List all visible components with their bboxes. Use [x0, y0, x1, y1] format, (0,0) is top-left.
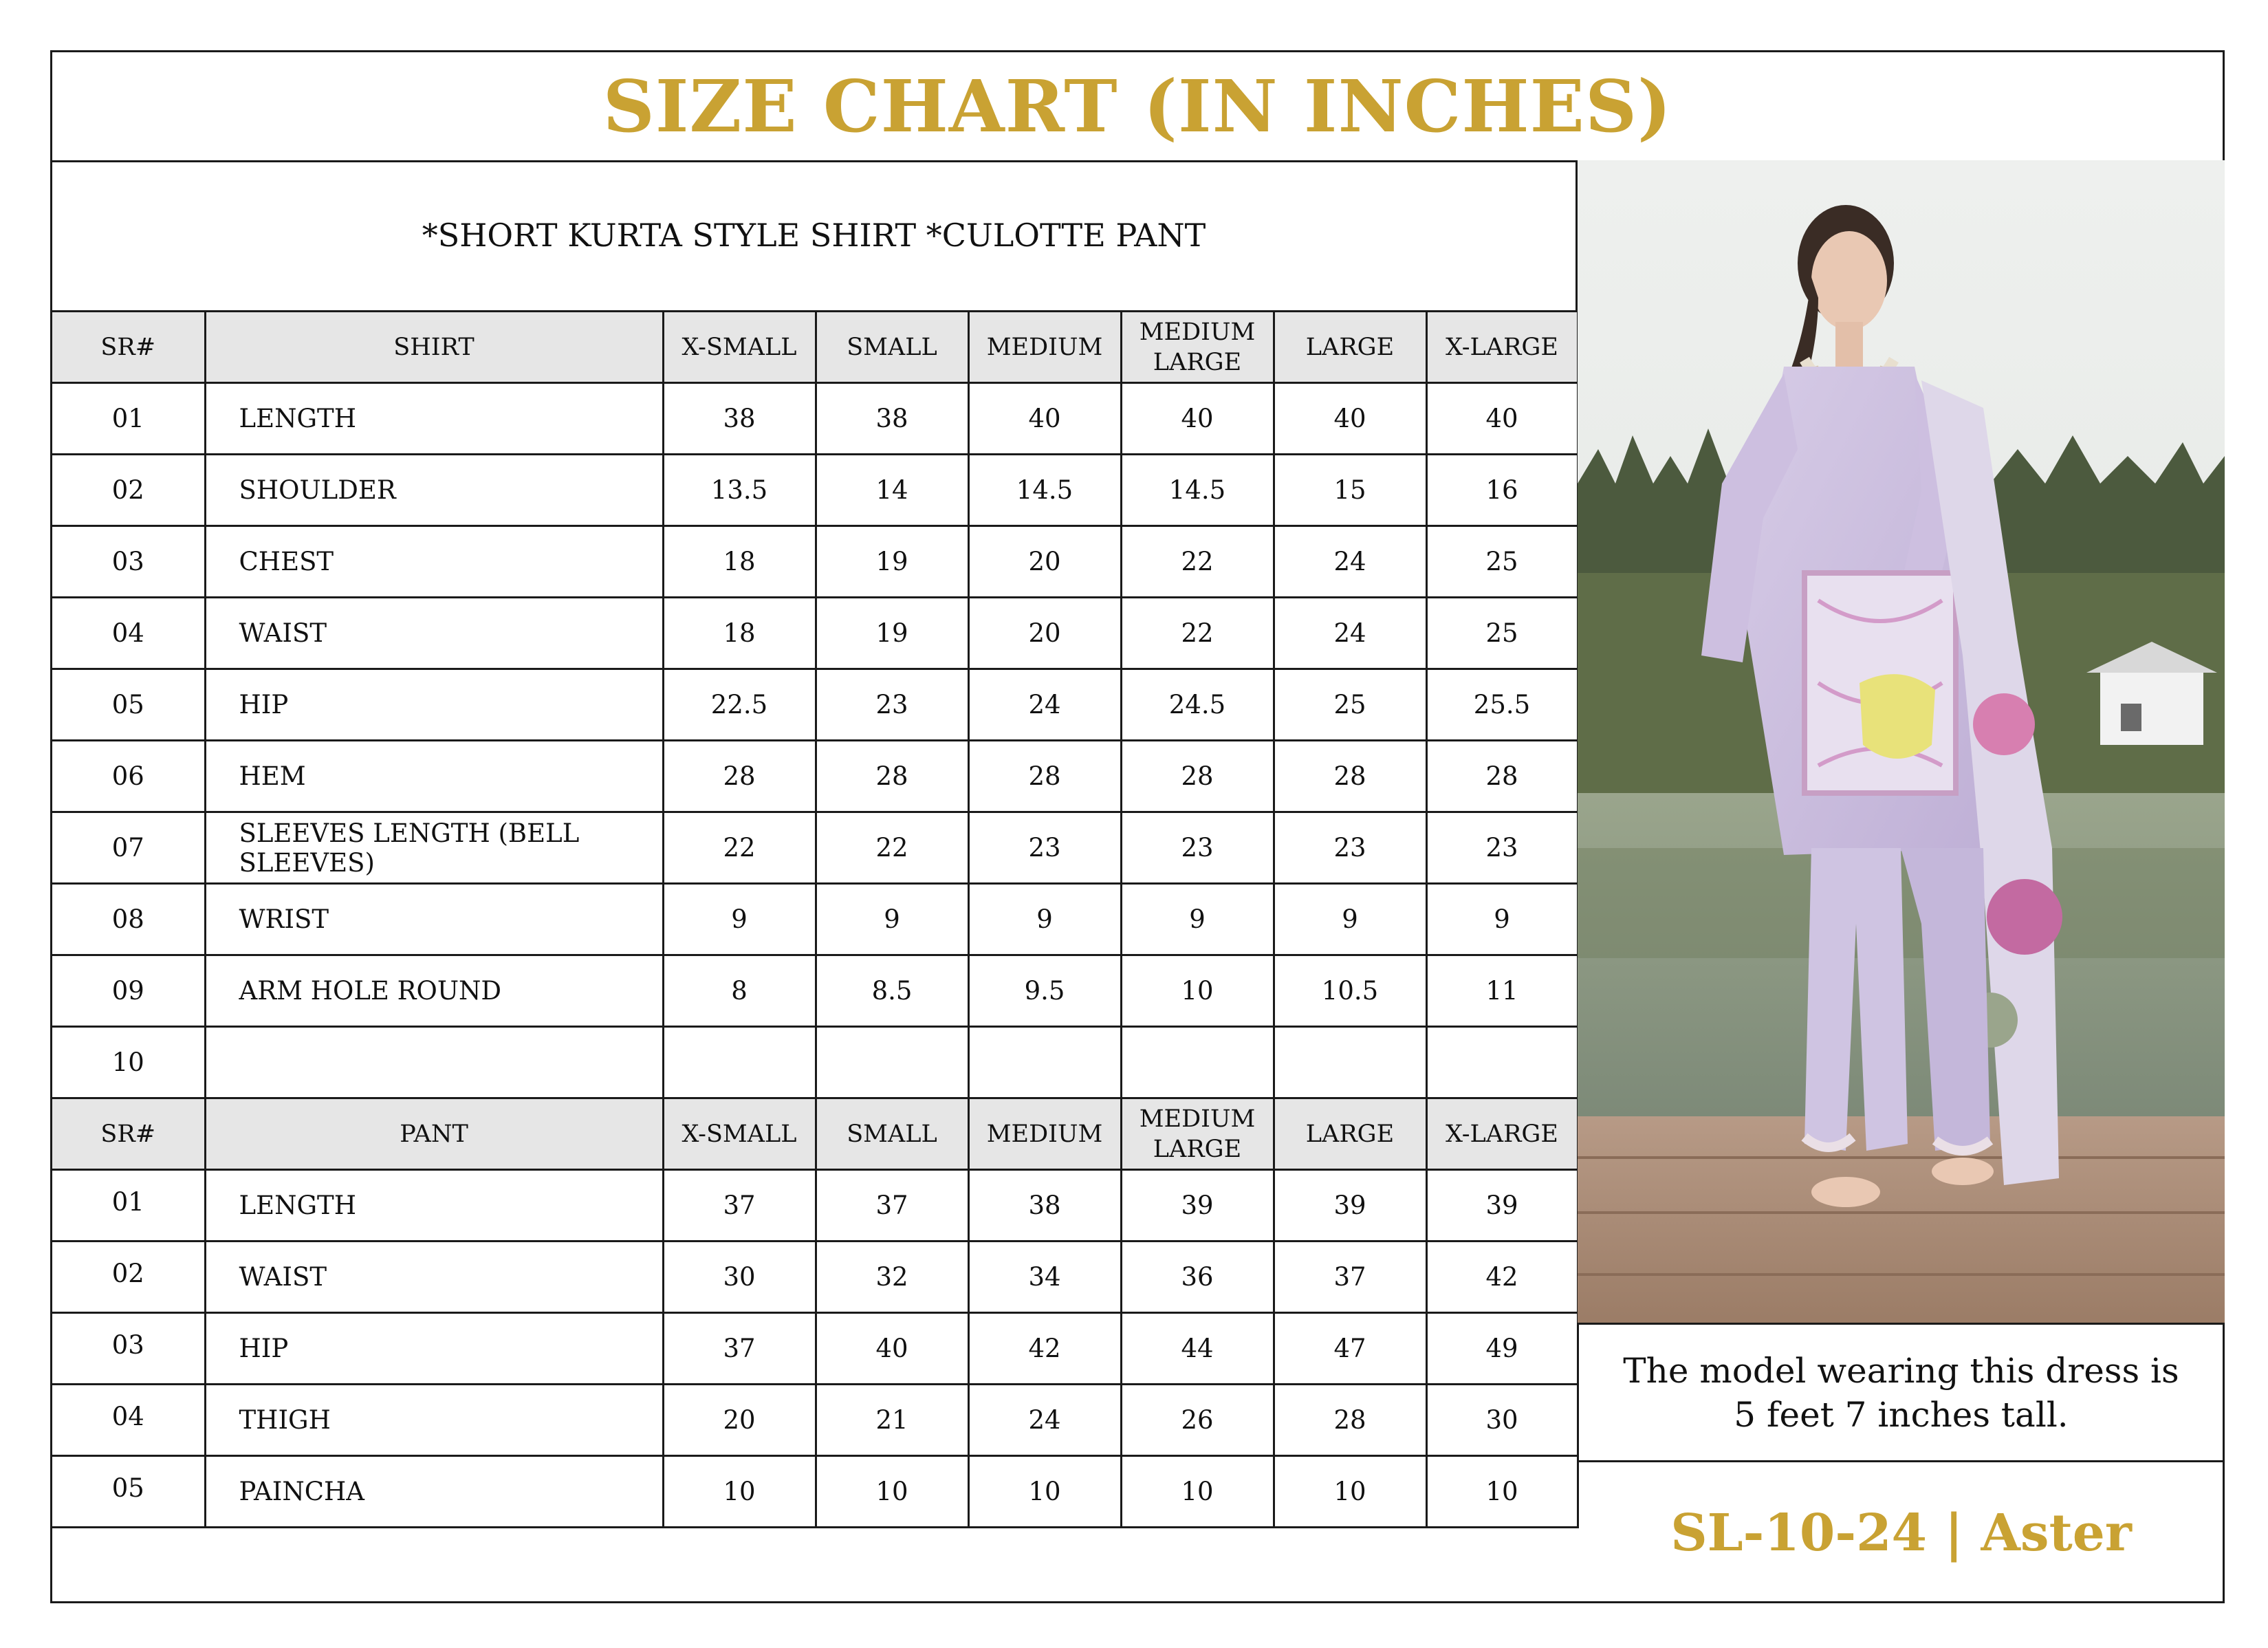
- pant-cell-sr: 03: [52, 1313, 205, 1385]
- page-title: SIZE CHART (IN INCHES): [602, 64, 1672, 149]
- model-photo-illustration: [1578, 160, 2225, 1325]
- shirt-cell-sr: 05: [52, 669, 205, 741]
- shirt-cell-x-small: 38: [663, 383, 816, 455]
- model-note-line-1: The model wearing this dress is: [1623, 1350, 2179, 1391]
- shirt-cell-medium: 20: [968, 598, 1121, 669]
- shirt-cell-x-large: 25.5: [1426, 669, 1578, 741]
- shirt-cell-x-small: 28: [663, 741, 816, 812]
- shirt-cell-small: 38: [816, 383, 968, 455]
- shirt-cell-medium: 23: [968, 812, 1121, 884]
- pant-cell-sr: 01: [52, 1170, 205, 1242]
- product-code: SL-10-24 | Aster: [1670, 1503, 2132, 1563]
- shirt-cell-measurement: LENGTH: [205, 383, 663, 455]
- pant-cell-measurement: PAINCHA: [205, 1456, 663, 1528]
- shirt-cell-large: 10.5: [1274, 955, 1426, 1027]
- pant-cell-large: LARGE: [1274, 1098, 1426, 1170]
- shirt-cell-medium-large: 22: [1121, 526, 1274, 598]
- pant-cell-x-large: 30: [1426, 1385, 1578, 1456]
- shirt-table-row: [52, 741, 1578, 812]
- shirt-cell-medium: 24: [968, 669, 1121, 741]
- model-photo: [1578, 160, 2225, 1325]
- shirt-cell-x-large: 25: [1426, 598, 1578, 669]
- model-height-note: [1578, 1325, 2225, 1462]
- shirt-table-row: [52, 526, 1578, 598]
- shirt-cell-large: 9: [1274, 884, 1426, 955]
- shirt-cell-measurement: HIP: [205, 669, 663, 741]
- pant-cell-medium-large: 39: [1121, 1170, 1274, 1242]
- shirt-cell-medium-large: 40: [1121, 383, 1274, 455]
- pant-table-row: [52, 1242, 1578, 1313]
- shirt-cell-x-large: [1426, 1027, 1578, 1098]
- shirt-cell-measurement: WAIST: [205, 598, 663, 669]
- shirt-cell-small: 14: [816, 455, 968, 526]
- pant-table-row: [52, 1170, 1578, 1242]
- pant-cell-medium: 10: [968, 1456, 1121, 1528]
- shirt-cell-x-small: 9: [663, 884, 816, 955]
- pant-cell-x-small: 37: [663, 1170, 816, 1242]
- pant-cell-x-large: 42: [1426, 1242, 1578, 1313]
- pant-cell-small: 10: [816, 1456, 968, 1528]
- shirt-cell-medium: 20: [968, 526, 1121, 598]
- shirt-cell-x-small: 22: [663, 812, 816, 884]
- shirt-cell-small: [816, 1027, 968, 1098]
- shirt-cell-small: SMALL: [816, 312, 968, 383]
- shirt-cell-measurement: CHEST: [205, 526, 663, 598]
- shirt-cell-medium: 40: [968, 383, 1121, 455]
- shirt-cell-small: 22: [816, 812, 968, 884]
- shirt-cell-medium: 9: [968, 884, 1121, 955]
- shirt-cell-measurement: SLEEVES LENGTH (BELL SLEEVES): [205, 812, 663, 884]
- pant-cell-x-small: 20: [663, 1385, 816, 1456]
- shirt-cell-large: 24: [1274, 526, 1426, 598]
- shirt-cell-x-small: X-SMALL: [663, 312, 816, 383]
- shirt-cell-medium: 9.5: [968, 955, 1121, 1027]
- shirt-cell-measurement: HEM: [205, 741, 663, 812]
- shirt-cell-x-small: 13.5: [663, 455, 816, 526]
- model-panel: [1578, 160, 2225, 1603]
- shirt-cell-large: [1274, 1027, 1426, 1098]
- pant-table-row: [52, 1385, 1578, 1456]
- pant-cell-medium-large: MEDIUM LARGE: [1121, 1098, 1274, 1170]
- pant-cell-small: 21: [816, 1385, 968, 1456]
- pant-cell-measurement: HIP: [205, 1313, 663, 1385]
- shirt-table-row: [52, 812, 1578, 884]
- pant-cell-small: 40: [816, 1313, 968, 1385]
- shirt-cell-sr: 08: [52, 884, 205, 955]
- pant-cell-medium: 34: [968, 1242, 1121, 1313]
- shirt-cell-small: 19: [816, 526, 968, 598]
- shirt-cell-medium-large: 24.5: [1121, 669, 1274, 741]
- shirt-cell-medium-large: 28: [1121, 741, 1274, 812]
- pant-cell-x-large: X-LARGE: [1426, 1098, 1578, 1170]
- pant-cell-medium: 24: [968, 1385, 1121, 1456]
- pant-cell-small: 37: [816, 1170, 968, 1242]
- pant-table-row: [52, 1313, 1578, 1385]
- shirt-cell-x-small: 18: [663, 526, 816, 598]
- shirt-cell-sr: 10: [52, 1027, 205, 1098]
- shirt-cell-sr: 06: [52, 741, 205, 812]
- shirt-cell-measurement: SHIRT: [205, 312, 663, 383]
- shirt-table-row: [52, 598, 1578, 669]
- shirt-cell-x-large: 25: [1426, 526, 1578, 598]
- size-chart-sheet: [50, 50, 2225, 1603]
- shirt-cell-medium-large: [1121, 1027, 1274, 1098]
- pant-cell-measurement: PANT: [205, 1098, 663, 1170]
- pant-cell-x-small: X-SMALL: [663, 1098, 816, 1170]
- shirt-cell-measurement: ARM HOLE ROUND: [205, 955, 663, 1027]
- shirt-cell-x-large: X-LARGE: [1426, 312, 1578, 383]
- shirt-cell-medium: MEDIUM: [968, 312, 1121, 383]
- shirt-cell-x-large: 28: [1426, 741, 1578, 812]
- shirt-cell-x-large: 16: [1426, 455, 1578, 526]
- pant-cell-medium: 38: [968, 1170, 1121, 1242]
- pant-cell-x-large: 10: [1426, 1456, 1578, 1528]
- pant-cell-x-small: 10: [663, 1456, 816, 1528]
- shirt-table-row: [52, 669, 1578, 741]
- shirt-cell-large: 40: [1274, 383, 1426, 455]
- pant-cell-medium-large: 36: [1121, 1242, 1274, 1313]
- pant-cell-measurement: THIGH: [205, 1385, 663, 1456]
- shirt-cell-sr: 03: [52, 526, 205, 598]
- shirt-cell-sr: 01: [52, 383, 205, 455]
- pant-cell-small: 32: [816, 1242, 968, 1313]
- shirt-cell-x-large: 23: [1426, 812, 1578, 884]
- pant-cell-large: 39: [1274, 1170, 1426, 1242]
- pant-cell-medium: 42: [968, 1313, 1121, 1385]
- pant-cell-medium-large: 44: [1121, 1313, 1274, 1385]
- shirt-table-row: [52, 383, 1578, 455]
- pant-cell-x-small: 30: [663, 1242, 816, 1313]
- pant-cell-x-small: 37: [663, 1313, 816, 1385]
- shirt-cell-medium-large: MEDIUM LARGE: [1121, 312, 1274, 383]
- size-table: [52, 310, 1579, 1528]
- size-tables: [52, 160, 1578, 1528]
- shirt-cell-x-large: 11: [1426, 955, 1578, 1027]
- pant-cell-sr: 05: [52, 1456, 205, 1528]
- shirt-cell-medium-large: 23: [1121, 812, 1274, 884]
- pant-cell-medium-large: 10: [1121, 1456, 1274, 1528]
- size-table-body: [52, 312, 1578, 1528]
- shirt-cell-small: 8.5: [816, 955, 968, 1027]
- shirt-cell-sr: SR#: [52, 312, 205, 383]
- shirt-cell-small: 23: [816, 669, 968, 741]
- shirt-cell-x-small: [663, 1027, 816, 1098]
- shirt-cell-large: 28: [1274, 741, 1426, 812]
- shirt-cell-large: 24: [1274, 598, 1426, 669]
- pant-header-row: [52, 1098, 1578, 1170]
- pant-cell-small: SMALL: [816, 1098, 968, 1170]
- pant-cell-large: 47: [1274, 1313, 1426, 1385]
- garment-description: *SHORT KURTA STYLE SHIRT *CULOTTE PANT: [52, 160, 1578, 310]
- shirt-cell-small: 28: [816, 741, 968, 812]
- pant-cell-sr: 04: [52, 1385, 205, 1456]
- shirt-cell-measurement: WRIST: [205, 884, 663, 955]
- shirt-header-row: [52, 312, 1578, 383]
- pant-cell-sr: SR#: [52, 1098, 205, 1170]
- pant-cell-medium-large: 26: [1121, 1385, 1274, 1456]
- shirt-cell-medium-large: 9: [1121, 884, 1274, 955]
- shirt-table-row: [52, 455, 1578, 526]
- pant-cell-measurement: WAIST: [205, 1242, 663, 1313]
- pant-cell-large: 28: [1274, 1385, 1426, 1456]
- shirt-cell-medium: [968, 1027, 1121, 1098]
- pant-cell-large: 10: [1274, 1456, 1426, 1528]
- shirt-cell-large: LARGE: [1274, 312, 1426, 383]
- shirt-cell-x-large: 9: [1426, 884, 1578, 955]
- model-note-line-2: 5 feet 7 inches tall.: [1734, 1394, 2069, 1435]
- shirt-cell-large: 15: [1274, 455, 1426, 526]
- shirt-cell-medium: 28: [968, 741, 1121, 812]
- shirt-cell-medium: 14.5: [968, 455, 1121, 526]
- shirt-cell-sr: 04: [52, 598, 205, 669]
- shirt-cell-measurement: [205, 1027, 663, 1098]
- title-row: [52, 52, 2223, 162]
- pant-cell-sr: 02: [52, 1242, 205, 1313]
- shirt-cell-x-small: 8: [663, 955, 816, 1027]
- shirt-cell-medium-large: 10: [1121, 955, 1274, 1027]
- pant-cell-large: 37: [1274, 1242, 1426, 1313]
- shirt-cell-x-small: 22.5: [663, 669, 816, 741]
- shirt-cell-large: 25: [1274, 669, 1426, 741]
- shirt-cell-measurement: SHOULDER: [205, 455, 663, 526]
- pant-cell-medium: MEDIUM: [968, 1098, 1121, 1170]
- shirt-cell-sr: 09: [52, 955, 205, 1027]
- shirt-cell-large: 23: [1274, 812, 1426, 884]
- shirt-cell-medium-large: 14.5: [1121, 455, 1274, 526]
- shirt-cell-x-large: 40: [1426, 383, 1578, 455]
- shirt-cell-small: 9: [816, 884, 968, 955]
- shirt-cell-sr: 02: [52, 455, 205, 526]
- shirt-cell-x-small: 18: [663, 598, 816, 669]
- pant-cell-measurement: LENGTH: [205, 1170, 663, 1242]
- pant-table-row: [52, 1456, 1578, 1528]
- shirt-cell-medium-large: 22: [1121, 598, 1274, 669]
- pant-cell-x-large: 39: [1426, 1170, 1578, 1242]
- shirt-table-row: [52, 884, 1578, 955]
- shirt-table-row: [52, 955, 1578, 1027]
- shirt-table-row: [52, 1027, 1578, 1098]
- shirt-cell-sr: 07: [52, 812, 205, 884]
- pant-cell-x-large: 49: [1426, 1313, 1578, 1385]
- shirt-cell-small: 19: [816, 598, 968, 669]
